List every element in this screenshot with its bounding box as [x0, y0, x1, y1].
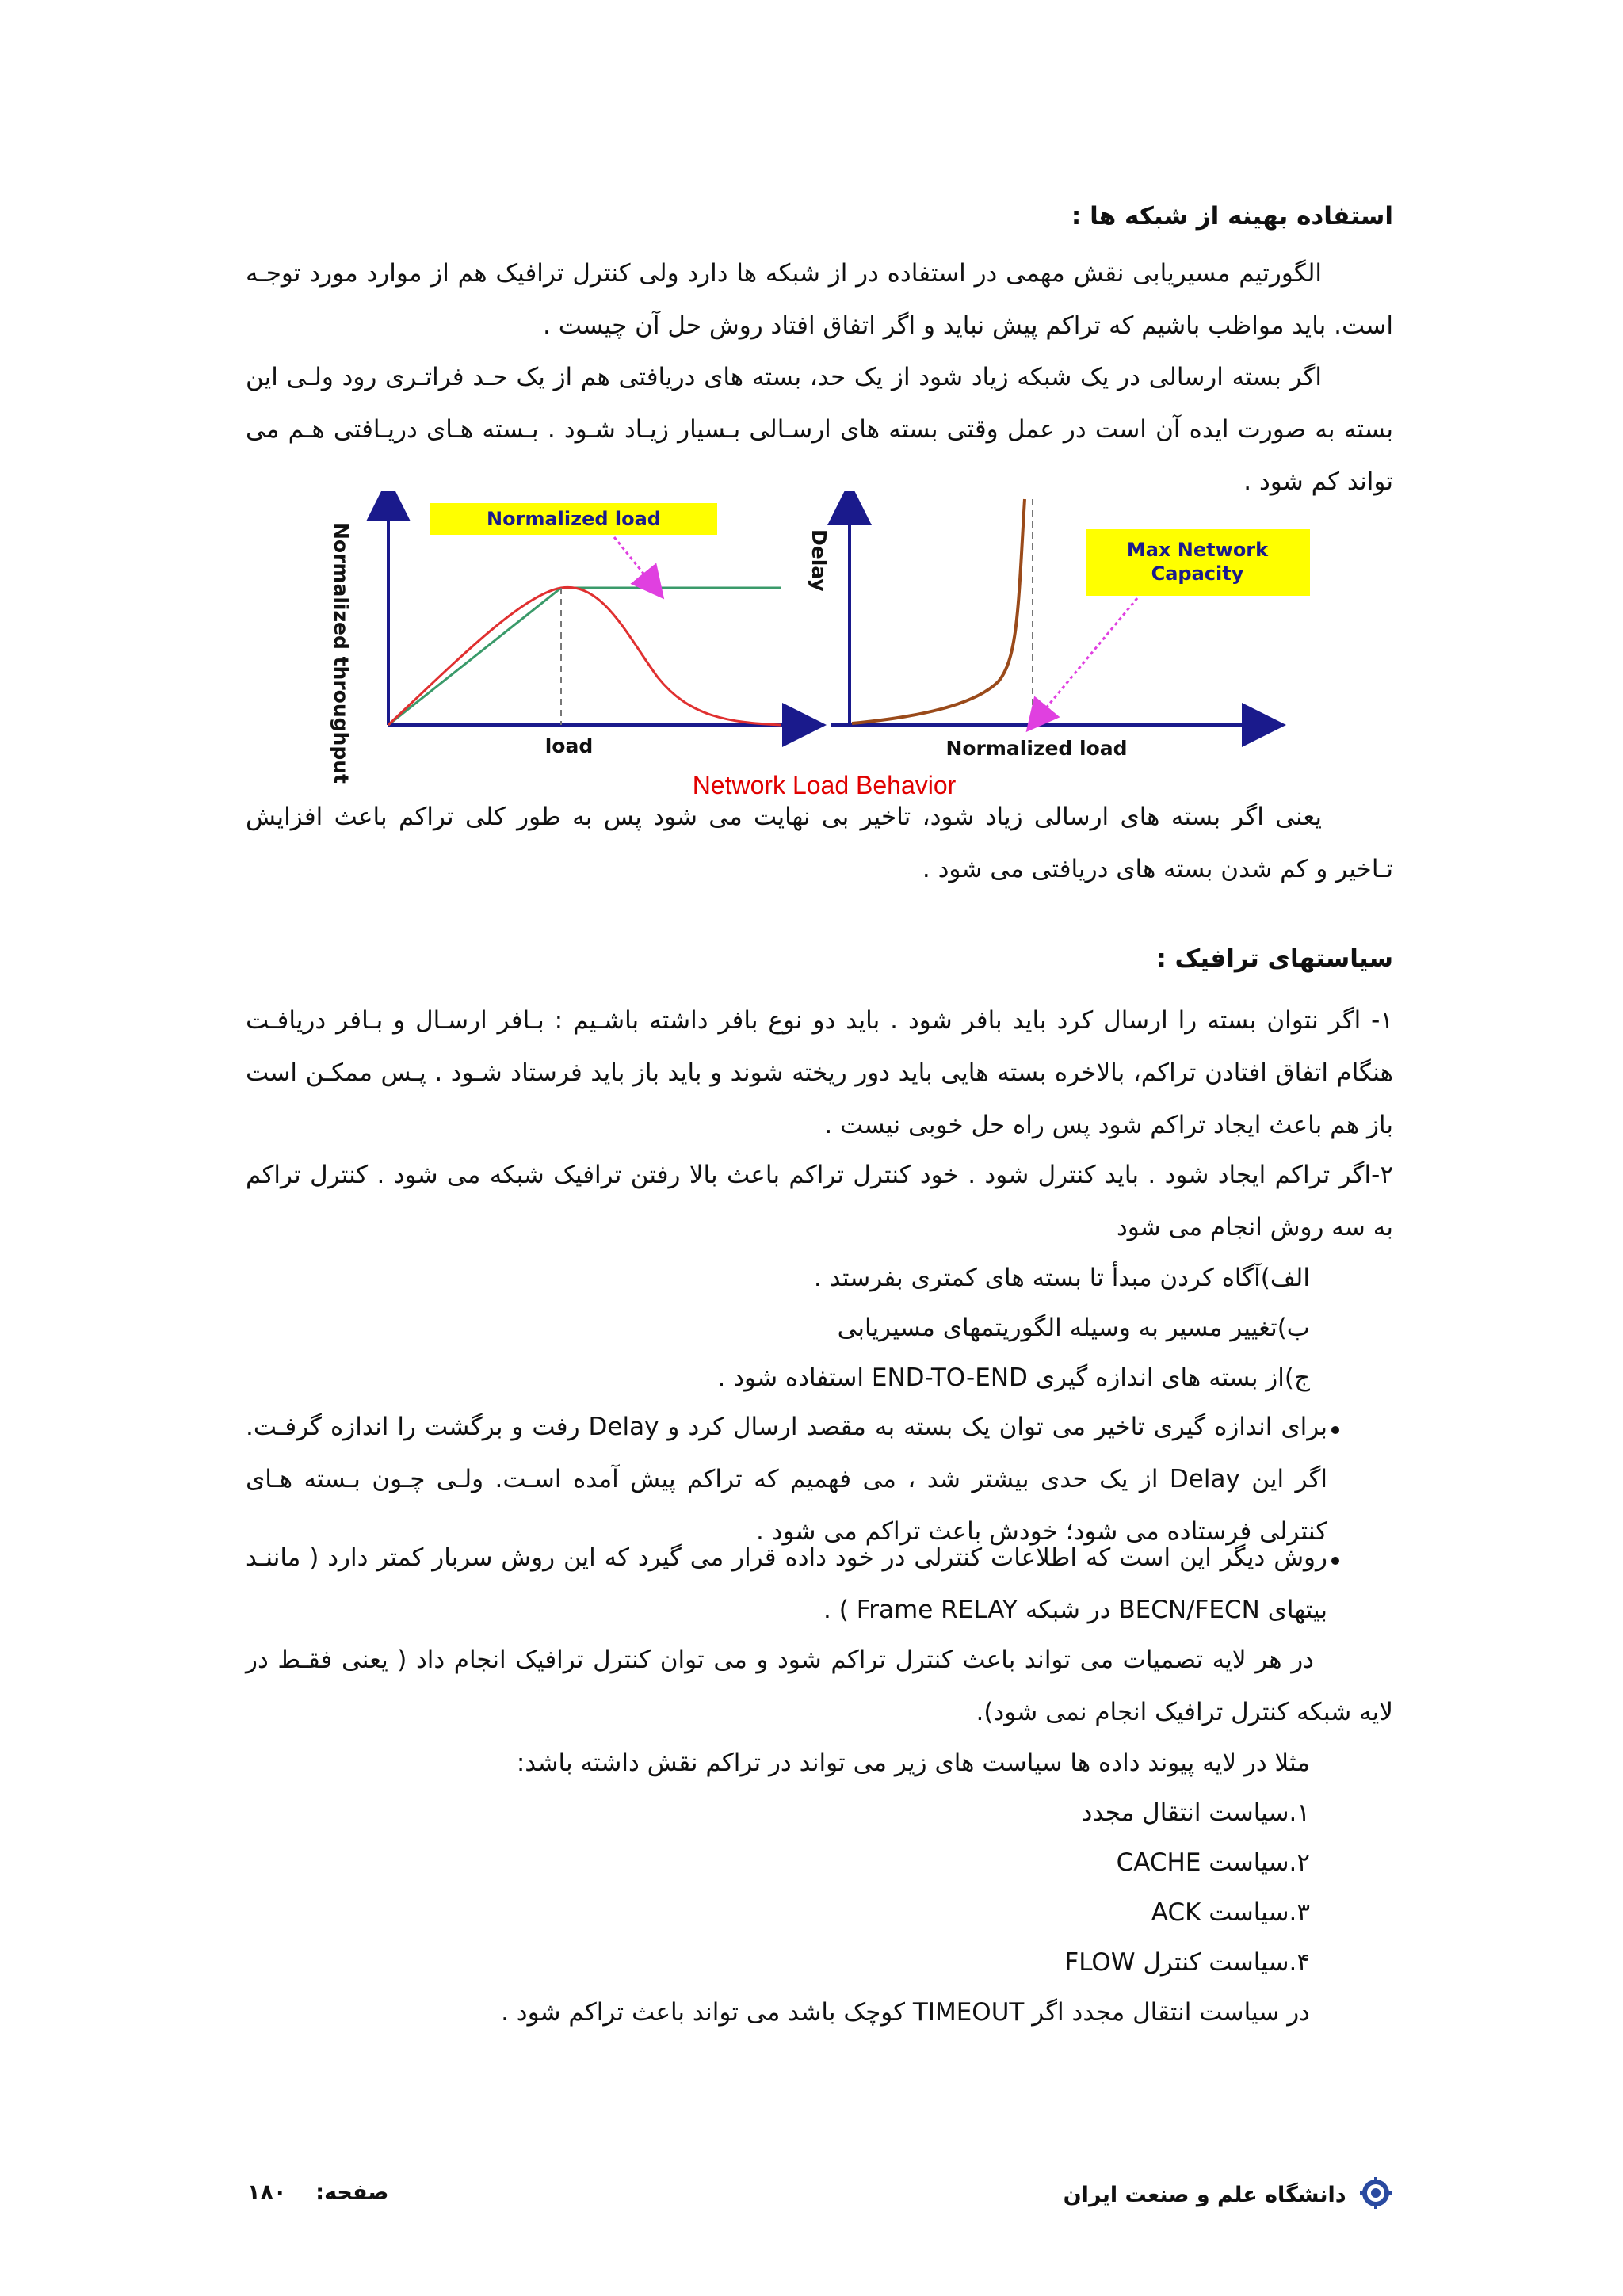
callout-arrow-right	[1037, 598, 1137, 719]
policy-item-1: ۱- اگر نتوان بسته را ارسال کرد باید بافر شود . باید دو نوع بافر داشته باشـیم : بـافر ارسـال و بـافر دریافـت هنگام اتفاق افتادن تراکم، بالاخره بسته هایی باید دور ریخته شوند و باید باز باید فرستاد شـود . پـس ممکـن است باز هم باعث ایجاد تراکم شود پس راه حل خوبی نیست .	[246, 1006, 1393, 1139]
section-heading-optimal-use: استفاده بهینه از شبکه ها :	[1071, 202, 1393, 231]
paragraph-delay-summary: یعنی اگر بسته های ارسالی زیاد شود، تاخیر بی نهایت می شود پس به طور کلی تراکم باعث افزایش تـاخیر و کم شدن بسته های دریافتی می شود .	[246, 803, 1393, 883]
footer-university	[1064, 2177, 1392, 2214]
normalized-load-callout-text: Normalized load	[487, 508, 661, 530]
bullet-control-info: روش دیگر این است که اطلاعات کنترلی در خود داده قرار می گیرد که این روش سربار کمتر دارد ( ماننـد بیتهای BECN/FECN در شبکه Frame RELAY ) .	[246, 1543, 1327, 1624]
right-chart-delay	[808, 499, 1310, 760]
policy-ack: ۳.سیاست ACK	[1151, 1898, 1310, 1927]
sub-item-b: ب)تغییر مسیر به وسیله الگوریتمهای مسیریابی	[837, 1314, 1310, 1342]
paragraph-routing: الگورتیم مسیریابی نقش مهمی در استفاده در از شبکه ها دارد ولی کنترل ترافیک هم از موارد مورد توجـه است. باید مواظب باشیم که تراکم پیش نباید و اگر اتفاق افتاد روش حل آن چیست .	[246, 259, 1393, 340]
left-chart-throughput	[330, 499, 804, 784]
right-x-label: Normalized load	[945, 737, 1128, 760]
paragraph-layer-decisions: در هر لایه تصمیات می تواند باعث کنترل تراکم شود و می توان کنترل ترافیک انجام داد ( یعنی فقـط در لایه شبکه کنترل ترافیک انجام نمی شود).	[246, 1646, 1393, 1726]
iust-logo-icon	[1360, 2177, 1392, 2214]
delay-curve	[852, 499, 1025, 723]
policy-item-2: ۲-اگر تراکم ایجاد شود . باید کنترل شود . خود کنترل تراکم باعث بالا رفتن ترافیک شبکه می شود . کنترل تراکم به سه روش انجام می شود	[246, 1161, 1393, 1241]
bullet-marker-1	[1331, 1426, 1339, 1434]
footer-page-label: صفحه:	[315, 2180, 389, 2205]
section-heading-traffic-policies: سیاستهای ترافیک :	[1156, 944, 1393, 973]
right-y-label: Delay	[808, 529, 831, 592]
policy-retransmission: ۱.سیاست انتقال مجدد	[1081, 1798, 1310, 1827]
bullet-delay-measurement: برای اندازه گیری تاخیر می توان یک بسته به مقصد ارسال کرد و Delay رفت و برگشت را اندازه گرفـت. اگر این Delay از یک حدی بیشتر شد ، می فهمیم که تراکم پیش آمده اسـت. ولـی چـون بـسته هـای کنترلی فرستاده می شود؛ خودش باعث تراکم می شود .	[246, 1413, 1327, 1546]
paragraph-received-packets: اگر بسته ارسالی در یک شبکه زیاد شود از یک حد، بسته های دریافتی هم از یک حـد فراتـری رود ولـی این بسته به صورت ایده آن است در عمل وقتی بسته های ارسـالی بـسیار زیـاد شـود . بـسته هـای دریـافتی هـم می تواند کم شود .	[246, 363, 1393, 496]
left-x-label: load	[544, 734, 594, 757]
policy-cache: ۲.سیاست CACHE	[1116, 1848, 1310, 1877]
policy-flow-control: ۴.سیاست کنترل FLOW	[1064, 1948, 1310, 1977]
left-y-label: Normalized throughput	[330, 523, 353, 784]
callout-arrow-left	[614, 537, 654, 586]
ideal-throughput-line	[388, 588, 561, 725]
network-load-figure	[317, 491, 1316, 816]
max-capacity-line1: Max Network	[1126, 539, 1269, 561]
footer-page	[247, 2180, 388, 2205]
max-capacity-line2: Capacity	[1151, 563, 1244, 585]
paragraph-datalink-policies: مثلا در لایه پیوند داده ها سیاست های زیر می تواند در تراکم نقش داشته باشد:	[516, 1749, 1310, 1777]
bullet-marker-2	[1331, 1557, 1339, 1565]
paragraph-timeout: در سیاست انتقال مجدد اگر TIMEOUT کوچک باشد می تواند باعث تراکم شود .	[501, 1998, 1310, 2027]
sub-item-c: ج)از بسته های اندازه گیری END-TO-END استفاده شود .	[717, 1363, 1310, 1392]
footer-page-number: ۱۸۰	[247, 2180, 287, 2205]
figure-caption: Network Load Behavior	[692, 771, 957, 799]
real-throughput-curve	[388, 587, 781, 725]
footer-university-name: دانشگاه علم و صنعت ایران	[1063, 2183, 1346, 2207]
sub-item-a: الف)آگاه کردن مبدأ تا بسته های کمتری بفرستد .	[813, 1264, 1310, 1292]
